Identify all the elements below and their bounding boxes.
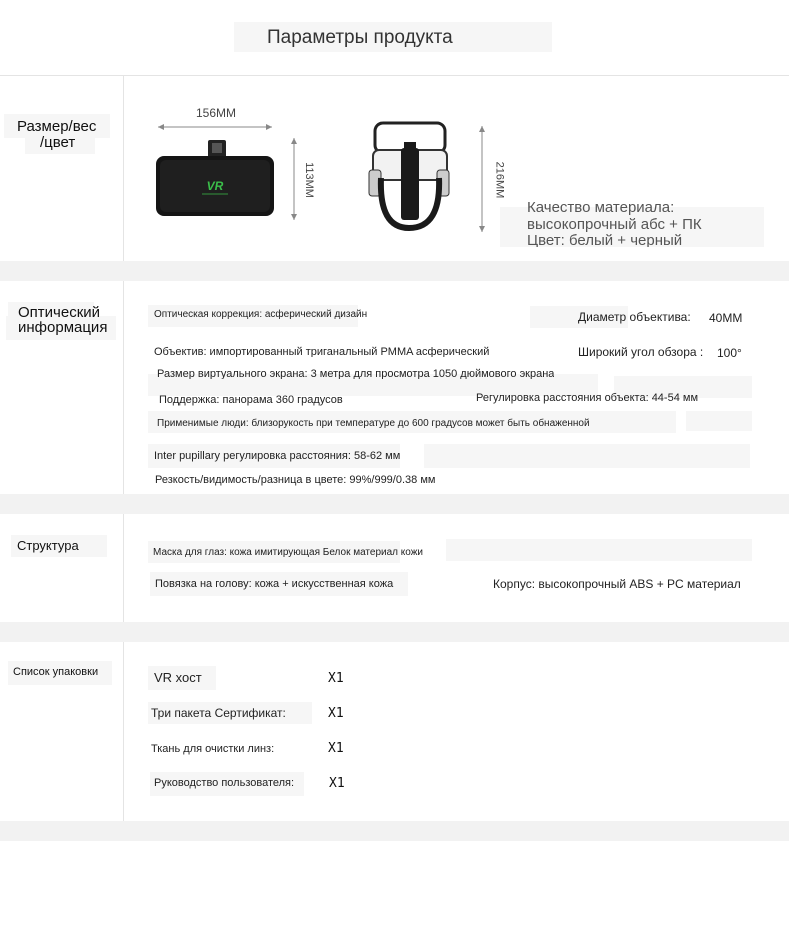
structure-label: Структура bbox=[17, 538, 79, 553]
color-line: Цвет: белый + черный bbox=[527, 232, 683, 247]
lens-diameter-label: Диаметр объектива: bbox=[578, 310, 691, 324]
material-quality bbox=[527, 200, 702, 247]
lens-type: Объектив: импортированный триганальный PMMA асферический bbox=[154, 346, 490, 357]
optical-label-line1: Оптический bbox=[18, 304, 101, 321]
size-label-line2: /цвет bbox=[40, 134, 76, 151]
optical-label-line2: информация bbox=[18, 319, 108, 336]
vr-logo-text: VR bbox=[206, 179, 224, 193]
spec-box bbox=[446, 539, 752, 561]
optical-correction: Оптическая коррекция: асферический дизайн bbox=[154, 309, 368, 320]
package-item-name: VR хост bbox=[154, 670, 202, 685]
object-distance: Регулировка расстояния объекта: 44-54 мм bbox=[476, 392, 699, 404]
headband: Повязка на голову: кожа + искусственная кожа bbox=[155, 578, 394, 590]
fov-label: Широкий угол обзора : bbox=[578, 345, 704, 359]
top-divider bbox=[0, 75, 789, 76]
page-title: Параметры продукта bbox=[267, 27, 453, 48]
material-line2: высокопрочный абс + ПК bbox=[527, 215, 702, 233]
material-line1: Качество материала: bbox=[527, 200, 675, 216]
size-label-line1: Размер/вес bbox=[17, 118, 97, 135]
row-band bbox=[0, 622, 789, 642]
width-dimension: 156MM bbox=[196, 106, 237, 120]
package-item-name: Три пакета Сертификат: bbox=[151, 706, 286, 720]
height-dimension-front: 113MM bbox=[302, 162, 315, 198]
package-label: Список упаковки bbox=[13, 666, 99, 678]
sharpness: Резкость/видимость/разница в цвете: 99%/999/0.38 мм bbox=[155, 474, 436, 486]
package-item-name: Ткань для очистки линз: bbox=[151, 743, 275, 755]
package-item-qty: X1 bbox=[328, 706, 344, 721]
package-item-qty: X1 bbox=[328, 671, 344, 686]
headset-front-illustration bbox=[150, 118, 310, 228]
ipd-adjustment: Inter pupillary регулировка расстояния: 58-62 мм bbox=[154, 450, 401, 462]
row-band bbox=[0, 821, 789, 841]
row-band bbox=[0, 494, 789, 514]
package-item-qty: X1 bbox=[329, 776, 345, 791]
spec-box bbox=[686, 411, 752, 431]
housing: Корпус: высокопрочный ABS + PC материал bbox=[493, 577, 741, 591]
fov-value: 100° bbox=[717, 346, 742, 360]
row-band bbox=[0, 261, 789, 281]
applicable-users: Применимые люди: близорукость при температуре до 600 градусов может быть обнаженной bbox=[157, 418, 590, 429]
panorama-support: Поддержка: панорама 360 градусов bbox=[159, 394, 343, 406]
headset-side-illustration bbox=[365, 118, 500, 238]
height-dimension-side: 216MM bbox=[493, 161, 506, 199]
package-item-qty: X1 bbox=[328, 741, 344, 756]
package-item-name: Руководство пользователя: bbox=[154, 777, 295, 789]
column-divider bbox=[123, 76, 124, 841]
lens-diameter-value: 40MM bbox=[709, 311, 743, 325]
spec-box bbox=[424, 444, 750, 468]
eye-mask: Маска для глаз: кожа имитирующая Белок материал кожи bbox=[153, 547, 423, 558]
virtual-screen: Размер виртуального экрана: 3 метра для просмотра 1050 дюймового экрана bbox=[157, 368, 555, 379]
